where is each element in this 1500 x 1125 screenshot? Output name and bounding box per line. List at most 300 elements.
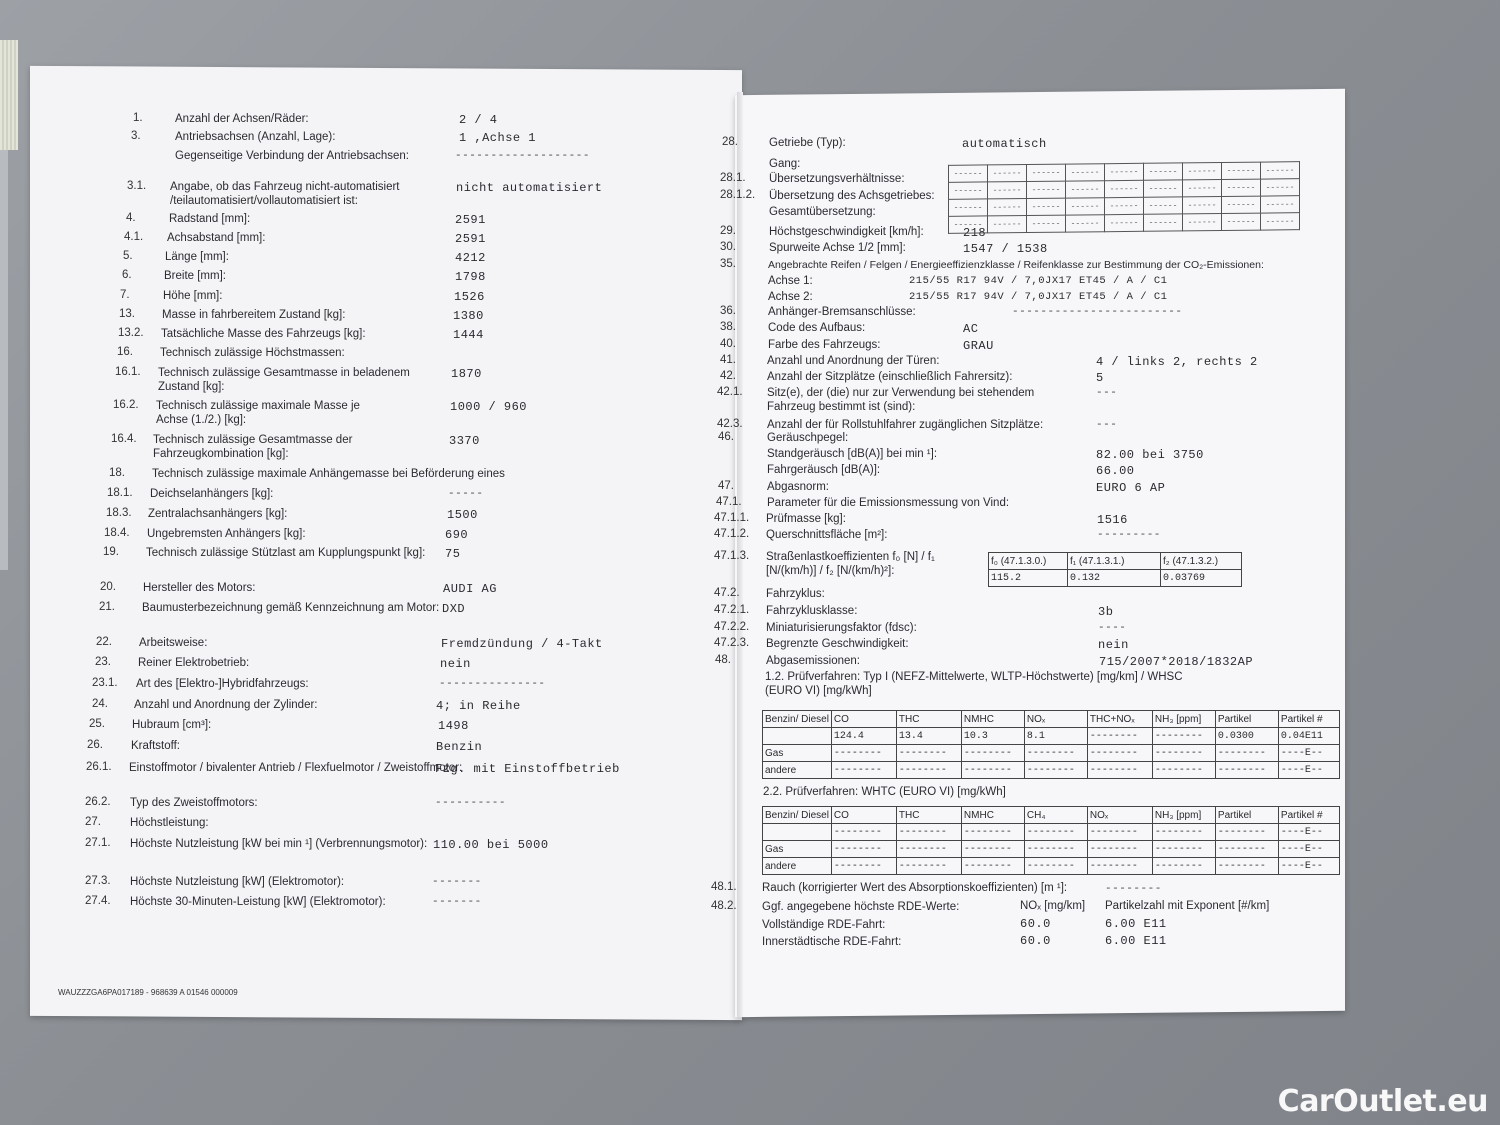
field-value: -------- bbox=[1105, 883, 1162, 895]
field-number: 23.1. bbox=[92, 677, 118, 689]
emissions-header: Partikel bbox=[1215, 807, 1278, 824]
field-label: Gegenseitige Verbindung der Antriebsachsen: bbox=[175, 150, 409, 162]
emissions-cell: 0.04E11 bbox=[1278, 728, 1339, 745]
gear-ratio-cell: ------ bbox=[1105, 197, 1144, 214]
emissions-row-label: Gas bbox=[763, 841, 832, 858]
field-value: 4212 bbox=[455, 251, 486, 265]
field-label: Hersteller des Motors: bbox=[143, 582, 256, 594]
emissions-cell: -------- bbox=[1024, 858, 1087, 875]
gear-ratio-cell: ------ bbox=[1066, 181, 1105, 198]
field-number: 4. bbox=[126, 212, 136, 224]
gear-ratio-cell: ------ bbox=[1222, 179, 1261, 196]
field-label: Gesamtübersetzung: bbox=[769, 206, 876, 218]
field-label: Länge [mm]: bbox=[165, 251, 229, 263]
emissions-cell: -------- bbox=[1215, 824, 1278, 841]
field-number: 28.1.2. bbox=[720, 189, 756, 201]
field-label: Anhänger-Bremsanschlüsse: bbox=[768, 306, 916, 318]
emissions-header: CH₄ bbox=[1024, 807, 1087, 824]
emissions-cell: -------- bbox=[961, 824, 1024, 841]
gear-ratio-cell: ------ bbox=[1183, 179, 1222, 196]
field-value: 75 bbox=[445, 547, 461, 561]
field-number: 26. bbox=[87, 739, 103, 751]
background-edge bbox=[0, 150, 8, 570]
field-number: 41. bbox=[720, 354, 736, 366]
emissions-row-label: andere bbox=[763, 762, 832, 779]
field-value: 1516 bbox=[1097, 513, 1128, 527]
gear-ratio-cell: ------ bbox=[1027, 181, 1066, 198]
field-number: 5. bbox=[123, 250, 133, 262]
field-value: 215/55 R17 94V / 7,0JX17 ET45 / A / C1 bbox=[909, 291, 1168, 303]
rde-pn-value: 6.00 E11 bbox=[1105, 934, 1167, 948]
coeff-header: f₂ (47.1.3.2.) bbox=[1161, 553, 1242, 570]
emissions-cell: -------- bbox=[1087, 745, 1152, 762]
field-value: Benzin bbox=[436, 740, 483, 754]
field-number: 47.2.2. bbox=[714, 621, 750, 633]
field-number: 30. bbox=[720, 241, 736, 253]
field-value: --------------- bbox=[439, 678, 546, 690]
emissions-cell: -------- bbox=[961, 858, 1024, 875]
field-value: 1 ,Achse 1 bbox=[459, 131, 537, 145]
field-label: Anzahl der Achsen/Räder: bbox=[175, 113, 309, 125]
gear-ratio-cell: ------ bbox=[1183, 196, 1222, 213]
emissions-cell: -------- bbox=[831, 762, 896, 779]
rde-row-label: Innerstädtische RDE-Fahrt: bbox=[762, 936, 902, 948]
field-number: 47.1.1. bbox=[714, 512, 750, 524]
emissions-cell: -------- bbox=[1152, 762, 1215, 779]
emissions-cell: -------- bbox=[1152, 745, 1215, 762]
field-number: 47. bbox=[718, 480, 734, 492]
gear-ratio-cell: ------ bbox=[1105, 214, 1144, 231]
gear-ratio-cell: ------ bbox=[988, 165, 1027, 182]
field-label: Achse 1: bbox=[768, 275, 813, 287]
emissions-cell: -------- bbox=[1215, 858, 1278, 875]
gear-ratio-cell: ------ bbox=[949, 216, 988, 233]
field-value: 2 / 4 bbox=[459, 113, 498, 127]
field-value: nicht automatisiert bbox=[456, 181, 603, 195]
field-value: 4 / links 2, rechts 2 bbox=[1096, 355, 1258, 369]
emissions-cell: 8.1 bbox=[1024, 728, 1087, 745]
emissions-cell: -------- bbox=[1024, 841, 1087, 858]
gear-ratio-cell: ------ bbox=[1066, 164, 1105, 181]
field-number: 27.3. bbox=[85, 875, 111, 887]
emissions-header: THC+NOₓ bbox=[1087, 711, 1152, 728]
field-value: 1870 bbox=[451, 367, 482, 381]
field-number: 26.2. bbox=[85, 796, 111, 808]
field-value: 3370 bbox=[449, 434, 480, 448]
field-label: Rauch (korrigierter Wert des Absorptionskoeffizienten) [m ¹]: bbox=[762, 882, 1068, 894]
field-number: 27. bbox=[85, 816, 101, 828]
field-value: 110.00 bei 5000 bbox=[433, 838, 549, 852]
field-value: ------------------- bbox=[455, 150, 590, 162]
field-label: Sitz(e), der (die) nur zur Verwendung bei stehendem Fahrzeug bestimmt ist (sind): bbox=[767, 387, 1035, 413]
field-value: ------- bbox=[432, 896, 482, 908]
field-label: Fahrgeräusch [dB(A)]: bbox=[767, 464, 881, 476]
field-label: Höchste 30-Minuten-Leistung [kW] (Elektromotor): bbox=[130, 896, 386, 908]
field-label: Technisch zulässige maximale Anhängemasse bei Beförderung eines bbox=[152, 468, 505, 480]
field-number: 18.1. bbox=[107, 487, 133, 499]
field-number: 1. bbox=[133, 112, 143, 124]
emissions-cell: -------- bbox=[1087, 824, 1152, 841]
emissions-cell: -------- bbox=[961, 745, 1024, 762]
gear-ratio-cell: ------ bbox=[949, 199, 988, 216]
gear-ratio-cell: ------ bbox=[1027, 164, 1066, 181]
field-label: Typ des Zweistoffmotors: bbox=[130, 797, 258, 809]
field-number: 42. bbox=[720, 370, 736, 382]
field-number: 25. bbox=[89, 718, 105, 730]
field-value: nein bbox=[1098, 638, 1129, 652]
field-value: --- bbox=[1096, 419, 1118, 431]
field-number: 16.4. bbox=[111, 433, 137, 445]
field-value: 1798 bbox=[455, 270, 486, 284]
field-number: 48. bbox=[715, 654, 731, 666]
field-label: Höchstgeschwindigkeit [km/h]: bbox=[769, 226, 924, 238]
field-label: Parameter für die Emissionsmessung von Vind: bbox=[767, 497, 1010, 509]
field-value: 1498 bbox=[438, 719, 469, 733]
field-value: ---- bbox=[1098, 622, 1127, 634]
field-value: 1000 / 960 bbox=[450, 400, 528, 414]
field-number: 26.1. bbox=[86, 761, 112, 773]
field-number: 20. bbox=[100, 581, 116, 593]
field-value: AC bbox=[963, 322, 979, 336]
field-value: 3b bbox=[1098, 605, 1114, 619]
gear-ratio-cell: ------ bbox=[1261, 196, 1300, 213]
field-number: 16.1. bbox=[115, 366, 141, 378]
field-number: 40. bbox=[720, 338, 736, 350]
field-value: 1444 bbox=[453, 328, 484, 342]
field-label: Technisch zulässige maximale Masse je Achse (1./2.) [kg]: bbox=[156, 400, 360, 426]
field-value: AUDI AG bbox=[443, 582, 497, 596]
test-procedure-title: 1.2. Prüfverfahren: Typ I (NEFZ-Mittelwerte, WLTP-Höchstwerte) [mg/km] / WHSC (EURO VI) [mg/kWh] bbox=[765, 671, 1183, 697]
emissions-cell: -------- bbox=[896, 824, 961, 841]
emissions-cell: ----E-- bbox=[1278, 841, 1339, 858]
field-label: Höhe [mm]: bbox=[163, 290, 223, 302]
road-load-coefficient-table bbox=[988, 552, 1242, 587]
field-value: 1380 bbox=[453, 309, 484, 323]
emissions-cell: -------- bbox=[1024, 824, 1087, 841]
gear-ratio-cell: ------ bbox=[1144, 197, 1183, 214]
gear-ratio-cell: ------ bbox=[1261, 162, 1300, 179]
coeff-header: f₀ (47.1.3.0.) bbox=[989, 553, 1068, 570]
emissions-row-label-spacer bbox=[763, 728, 832, 745]
field-number: 47.2.1. bbox=[714, 604, 750, 616]
field-label: Technisch zulässige Gesamtmasse der Fahrzeugkombination [kg]: bbox=[153, 434, 353, 460]
field-value: ------------------------ bbox=[1012, 306, 1183, 318]
field-number: 18.3. bbox=[106, 507, 132, 519]
field-label: Standgeräusch [dB(A)] bei min ¹]: bbox=[767, 448, 938, 460]
gear-ratio-cell: ------ bbox=[949, 182, 988, 199]
emissions-table-type-1 bbox=[762, 710, 1340, 779]
field-label: Übersetzungsverhältnisse: bbox=[769, 173, 905, 185]
emissions-header: Partikel bbox=[1215, 711, 1278, 728]
emissions-cell: -------- bbox=[1087, 841, 1152, 858]
field-number: 4.1. bbox=[124, 231, 144, 243]
emissions-cell: -------- bbox=[896, 841, 961, 858]
field-label: Höchste Nutzleistung [kW bei min ¹] (Verbrennungsmotor): bbox=[130, 838, 428, 850]
field-number: 18. bbox=[109, 467, 125, 479]
gear-ratio-grid bbox=[948, 161, 1300, 234]
field-value: 690 bbox=[445, 528, 469, 542]
emissions-table-whtc bbox=[762, 806, 1340, 875]
field-number: 16. bbox=[117, 346, 133, 358]
coeff-value: 0.03769 bbox=[1161, 570, 1242, 587]
emissions-header: Partikel # bbox=[1278, 807, 1339, 824]
field-label: Reiner Elektrobetrieb: bbox=[138, 657, 250, 669]
field-number: 22. bbox=[96, 636, 112, 648]
field-number: 38. bbox=[720, 321, 736, 333]
field-label: Fahrzyklus: bbox=[766, 588, 825, 600]
field-label: Prüfmasse [kg]: bbox=[766, 513, 846, 525]
field-label: Masse in fahrbereitem Zustand [kg]: bbox=[162, 309, 346, 321]
field-value: DXD bbox=[442, 602, 466, 616]
field-label: Deichselanhängers [kg]: bbox=[150, 488, 274, 500]
field-label: Höchstleistung: bbox=[130, 817, 209, 829]
field-number: 6. bbox=[122, 269, 132, 281]
gear-ratio-cell: ------ bbox=[1261, 179, 1300, 196]
emissions-cell: ----E-- bbox=[1278, 824, 1339, 841]
gear-ratio-cell: ------ bbox=[1222, 196, 1261, 213]
field-label: Abgasemissionen: bbox=[766, 655, 860, 667]
field-label: Farbe des Fahrzeugs: bbox=[768, 339, 881, 351]
rde-pn-value: 6.00 E11 bbox=[1105, 917, 1167, 931]
emissions-cell: -------- bbox=[961, 762, 1024, 779]
emissions-cell: ----E-- bbox=[1278, 762, 1339, 779]
watermark-logo: CarOutlet.eu bbox=[1277, 1084, 1488, 1119]
field-number: 42.3. bbox=[717, 418, 743, 430]
field-number: 29. bbox=[720, 225, 736, 237]
field-label: Geräuschpegel: bbox=[767, 432, 849, 444]
field-value: 218 bbox=[963, 226, 987, 240]
emissions-header: NH₃ [ppm] bbox=[1152, 711, 1215, 728]
field-value: 2591 bbox=[455, 232, 486, 246]
emissions-cell: -------- bbox=[1152, 824, 1215, 841]
emissions-row-label-spacer bbox=[763, 824, 832, 841]
emissions-header: NOₓ bbox=[1024, 711, 1087, 728]
field-number: 13. bbox=[119, 308, 135, 320]
field-label: Hubraum [cm³]: bbox=[132, 719, 212, 731]
field-number: 36. bbox=[720, 305, 736, 317]
field-label: Baumusterbezeichnung gemäß Kennzeichnung am Motor: bbox=[142, 602, 440, 614]
emissions-cell: -------- bbox=[896, 858, 961, 875]
emissions-row-label: andere bbox=[763, 858, 832, 875]
field-label: Antriebsachsen (Anzahl, Lage): bbox=[175, 131, 336, 143]
field-value: ---------- bbox=[435, 797, 507, 809]
field-label: Gang: bbox=[769, 158, 801, 170]
emissions-cell: -------- bbox=[1152, 728, 1215, 745]
emissions-cell: -------- bbox=[1024, 762, 1087, 779]
field-label: Getriebe (Typ): bbox=[769, 137, 846, 149]
field-number: 27.1. bbox=[85, 837, 111, 849]
emissions-cell: -------- bbox=[831, 824, 896, 841]
field-number: 3. bbox=[131, 130, 141, 142]
test-procedure-title: 2.2. Prüfverfahren: WHTC (EURO VI) [mg/kWh] bbox=[763, 786, 1006, 798]
emissions-cell: -------- bbox=[1087, 858, 1152, 875]
gear-ratio-cell: ------ bbox=[1144, 163, 1183, 180]
field-number: 35. bbox=[720, 258, 736, 270]
gear-ratio-cell: ------ bbox=[1183, 213, 1222, 230]
background-strip bbox=[0, 40, 18, 150]
field-label: Tatsächliche Masse des Fahrzeugs [kg]: bbox=[161, 328, 366, 340]
field-label: Begrenzte Geschwindigkeit: bbox=[766, 638, 909, 650]
field-label: Übersetzung des Achsgetriebes: bbox=[769, 190, 935, 202]
field-value: EURO 6 AP bbox=[1096, 481, 1166, 495]
field-label: Ggf. angegebene höchste RDE-Werte: bbox=[762, 901, 960, 913]
emissions-cell: -------- bbox=[831, 841, 896, 858]
field-label: Anzahl der Sitzplätze (einschließlich Fahrersitz): bbox=[767, 371, 1013, 383]
field-number: 47.1. bbox=[716, 496, 742, 508]
gear-ratio-cell: ------ bbox=[1066, 198, 1105, 215]
emissions-header: THC bbox=[896, 807, 961, 824]
emissions-cell: -------- bbox=[1087, 762, 1152, 779]
emissions-cell: ----E-- bbox=[1278, 745, 1339, 762]
gear-ratio-cell: ------ bbox=[1105, 180, 1144, 197]
rde-nox-value: 60.0 bbox=[1020, 917, 1051, 931]
emissions-cell: -------- bbox=[1024, 745, 1087, 762]
gear-ratio-cell: ------ bbox=[1222, 162, 1261, 179]
field-label: Fahrzyklusklasse: bbox=[766, 605, 858, 617]
field-value: 2591 bbox=[455, 213, 486, 227]
emissions-header: Benzin/ Diesel bbox=[763, 807, 832, 824]
emissions-cell: 124.4 bbox=[831, 728, 896, 745]
gear-ratio-cell: ------ bbox=[1027, 198, 1066, 215]
field-label: Breite [mm]: bbox=[164, 270, 226, 282]
field-label: Querschnittsfläche [m²]: bbox=[766, 529, 888, 541]
field-number: 7. bbox=[120, 289, 130, 301]
field-value: 5 bbox=[1096, 371, 1104, 385]
rde-nox-value: 60.0 bbox=[1020, 934, 1051, 948]
field-label: Achsabstand [mm]: bbox=[167, 232, 266, 244]
gear-ratio-cell: ------ bbox=[988, 216, 1027, 233]
field-number: 28. bbox=[722, 136, 738, 148]
field-label: Angebrachte Reifen / Felgen / Energieeffizienzklasse / Reifenklasse zur Bestimmung der CO₂-Emissionen: bbox=[768, 259, 1264, 271]
field-label: Radstand [mm]: bbox=[169, 213, 251, 225]
emissions-cell: -------- bbox=[1087, 728, 1152, 745]
field-number: 47.2.3. bbox=[714, 637, 750, 649]
emissions-header: THC bbox=[896, 711, 961, 728]
field-value: --- bbox=[1096, 387, 1118, 399]
emissions-header: CO bbox=[831, 807, 896, 824]
coeff-value: 0.132 bbox=[1068, 570, 1161, 587]
field-value: Fremdzündung / 4-Takt bbox=[441, 637, 603, 651]
field-label: Zentralachsanhängers [kg]: bbox=[148, 508, 288, 520]
emissions-header: Benzin/ Diesel bbox=[763, 711, 832, 728]
coeff-value: 115.2 bbox=[989, 570, 1068, 587]
field-label: Technisch zulässige Höchstmassen: bbox=[160, 347, 345, 359]
field-number: 13.2. bbox=[118, 327, 144, 339]
coeff-header: f₁ (47.1.3.1.) bbox=[1068, 553, 1161, 570]
field-value: Fzg. mit Einstoffbetrieb bbox=[435, 762, 620, 776]
field-value: 66.00 bbox=[1096, 464, 1135, 478]
field-number: 24. bbox=[92, 698, 108, 710]
field-label: Spurweite Achse 1/2 [mm]: bbox=[769, 242, 906, 254]
field-label: Technisch zulässige Gesamtmasse in beladenem Zustand [kg]: bbox=[158, 367, 410, 393]
field-number: 18.4. bbox=[104, 527, 130, 539]
emissions-cell: -------- bbox=[896, 762, 961, 779]
field-number: 47.1.3. bbox=[714, 550, 750, 562]
field-label: Anzahl der für Rollstuhlfahrer zugänglichen Sitzplätze: bbox=[767, 419, 1044, 431]
field-label: Kraftstoff: bbox=[131, 740, 181, 752]
emissions-header: Partikel # bbox=[1278, 711, 1339, 728]
field-number: 16.2. bbox=[113, 399, 139, 411]
emissions-cell: 10.3 bbox=[961, 728, 1024, 745]
rde-column-header: NOₓ [mg/km] bbox=[1020, 900, 1086, 912]
emissions-row-label: Gas bbox=[763, 745, 832, 762]
field-number: 21. bbox=[99, 601, 115, 613]
field-value: 1526 bbox=[454, 290, 485, 304]
field-label: Abgasnorm: bbox=[767, 481, 830, 493]
field-label: Straßenlastkoeffizienten f₀ [N] / f₁ [N/(km/h)] / f₂ [N/(km/h)²]: bbox=[766, 551, 935, 577]
emissions-cell: -------- bbox=[831, 858, 896, 875]
field-label: Angabe, ob das Fahrzeug nicht-automatisiert /teilautomatisiert/vollautomatisiert ist: bbox=[170, 181, 400, 207]
emissions-cell: -------- bbox=[896, 745, 961, 762]
field-value: 82.00 bei 3750 bbox=[1096, 448, 1204, 462]
gear-ratio-cell: ------ bbox=[1144, 214, 1183, 231]
gear-ratio-cell: ------ bbox=[949, 165, 988, 182]
emissions-header: NMHC bbox=[961, 711, 1024, 728]
gear-ratio-cell: ------ bbox=[1222, 213, 1261, 230]
vin-footer: WAUZZZGA6PA017189 - 968639 A 01546 000009 bbox=[58, 988, 238, 997]
field-value: --------- bbox=[1097, 529, 1161, 541]
emissions-cell: -------- bbox=[1152, 841, 1215, 858]
gear-ratio-cell: ------ bbox=[1027, 215, 1066, 232]
emissions-cell: -------- bbox=[961, 841, 1024, 858]
emissions-header: CO bbox=[831, 711, 896, 728]
field-value: nein bbox=[440, 657, 471, 671]
field-value: 215/55 R17 94V / 7,0JX17 ET45 / A / C1 bbox=[909, 275, 1168, 287]
field-value: 1547 / 1538 bbox=[963, 242, 1048, 256]
emissions-cell: -------- bbox=[1215, 762, 1278, 779]
emissions-cell: -------- bbox=[831, 745, 896, 762]
field-number: 46. bbox=[718, 431, 734, 443]
field-number: 23. bbox=[95, 656, 111, 668]
field-label: Ungebremsten Anhängers [kg]: bbox=[147, 528, 306, 540]
field-number: 48.2. bbox=[711, 900, 737, 912]
emissions-header: NOₓ bbox=[1087, 807, 1152, 824]
field-value: 4; in Reihe bbox=[436, 699, 521, 713]
gear-ratio-cell: ------ bbox=[1183, 162, 1222, 179]
field-number: 28.1. bbox=[720, 172, 746, 184]
emissions-cell: -------- bbox=[1215, 745, 1278, 762]
field-number: 47.2. bbox=[714, 587, 740, 599]
emissions-cell: 13.4 bbox=[896, 728, 961, 745]
gear-ratio-cell: ------ bbox=[1144, 180, 1183, 197]
field-value: automatisch bbox=[962, 137, 1047, 151]
gear-ratio-cell: ------ bbox=[988, 199, 1027, 216]
rde-row-label: Vollständige RDE-Fahrt: bbox=[762, 919, 886, 931]
field-label: Code des Aufbaus: bbox=[768, 322, 866, 334]
field-label: Art des [Elektro-]Hybridfahrzeugs: bbox=[136, 678, 309, 690]
emissions-header: NH₃ [ppm] bbox=[1152, 807, 1215, 824]
field-label: Technisch zulässige Stützlast am Kupplungspunkt [kg]: bbox=[146, 547, 426, 559]
field-label: Höchste Nutzleistung [kW] (Elektromotor): bbox=[130, 876, 345, 888]
field-label: Arbeitsweise: bbox=[139, 637, 208, 649]
field-number: 42.1. bbox=[717, 386, 743, 398]
emissions-header: NMHC bbox=[961, 807, 1024, 824]
field-label: Anzahl und Anordnung der Türen: bbox=[767, 355, 940, 367]
gear-ratio-cell: ------ bbox=[1105, 163, 1144, 180]
emissions-cell: 0.0300 bbox=[1215, 728, 1278, 745]
field-label: Achse 2: bbox=[768, 291, 813, 303]
field-value: 715/2007*2018/1832AP bbox=[1099, 655, 1254, 669]
field-number: 27.4. bbox=[85, 895, 111, 907]
field-value: ------- bbox=[432, 876, 482, 888]
field-label: Anzahl und Anordnung der Zylinder: bbox=[134, 699, 318, 711]
field-value: ----- bbox=[448, 488, 484, 500]
field-number: 48.1. bbox=[711, 881, 737, 893]
field-number: 47.1.2. bbox=[714, 528, 750, 540]
field-number: 19. bbox=[103, 546, 119, 558]
emissions-cell: -------- bbox=[1215, 841, 1278, 858]
field-number: 3.1. bbox=[127, 180, 147, 192]
